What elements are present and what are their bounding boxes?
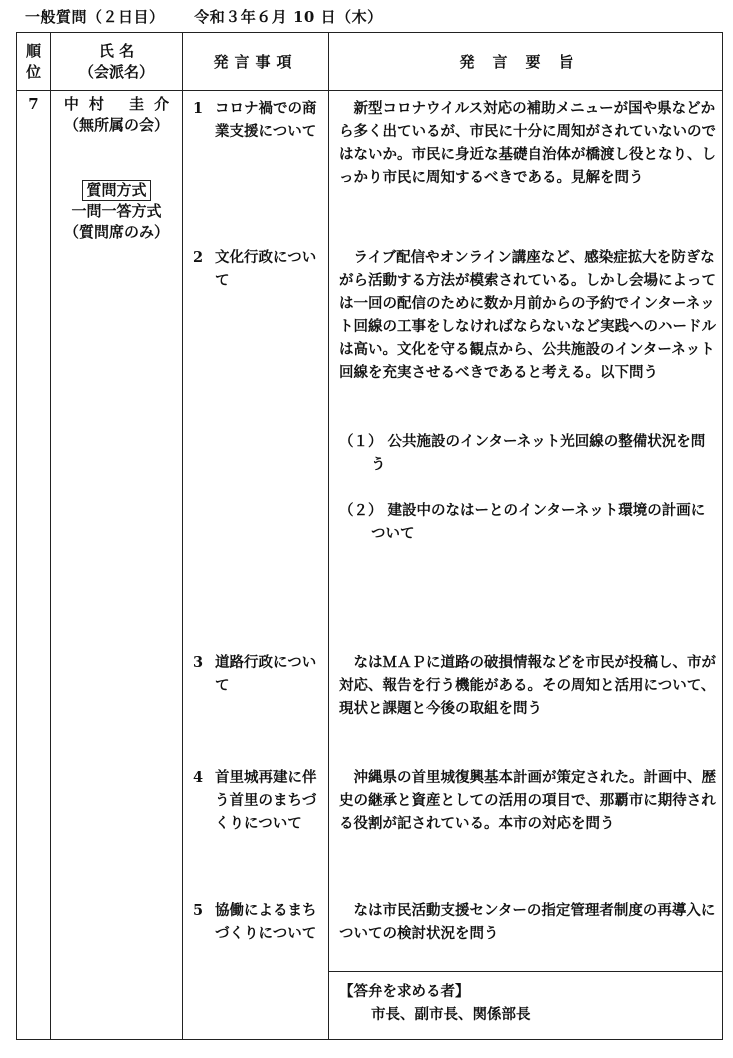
question-table [16,32,723,1040]
table-header-row [17,33,723,91]
question-method-label: 質問方式 [82,180,150,201]
answer-label: 【答弁を求める者】 [339,983,470,1000]
column-header-rank [17,33,51,91]
answer-persons: 市長、副市長、関係部長 [371,1006,531,1023]
column-header-rank-line2: 位 [25,62,41,81]
topic-item [193,97,324,143]
topic-number: 1 [193,100,204,117]
topic-number: 3 [193,654,204,671]
topic-title: コロナ禍での商業支援について [215,100,317,140]
topic-title: 道路行政について [215,654,317,694]
member-cell [51,91,183,1040]
topic-number: 5 [193,902,204,919]
topic-item [193,651,324,697]
page-header [25,6,383,27]
question-method-note: （質問席のみ） [63,223,169,241]
sub-question: （１） 公共施設のインターネット光回線の整備状況を問う [339,433,706,473]
summary-cell [329,91,723,972]
topic-item [193,246,324,292]
topic-title: 協働によるまちづくりについて [215,902,317,942]
topic-summary: 新型コロナウイルス対応の補助メニューが国や県などから多く出ているが、市民に十分に周知がされていないのではないか。市民に身近な基礎自治体が橋渡し役となり、しっかり市民に周知するべきである。見解を問う [339,100,716,186]
topic-title: 文化行政について [215,249,317,289]
member-name: 中村 圭介 [63,95,180,113]
topic-title: 首里城再建に伴う首里のまちづくりについて [215,769,317,832]
topic-number: 2 [193,249,204,266]
answer-cell [329,972,723,1040]
topic-summary: 沖縄県の首里城復興基本計画が策定された。計画中、歴史の継承と資産としての活用の項目で、那覇市に期待される役割が記されている。本市の対応を問う [339,769,716,832]
session-date: 令和３年６月 10 日（木） [194,8,383,26]
rank-cell: 7 [17,91,51,1040]
topic-item [193,899,324,945]
column-header-name [51,33,183,91]
member-party: （無所属の会） [63,116,169,134]
topic-item [193,766,324,835]
column-header-topic: 発言事項 [183,33,329,91]
topic-number: 4 [193,769,204,786]
question-method: 一問一答方式 [71,202,162,220]
topics-cell [183,91,329,1040]
column-header-rank-line1: 順 [25,41,41,60]
sub-question: （２） 建設中のなはーとのインターネット環境の計画について [339,502,706,542]
column-header-name-line2: （会派名） [78,62,154,81]
column-header-name-line1: 氏 名 [98,41,135,60]
topic-summary: なはＭＡＰに道路の破損情報などを市民が投稿し、市が対応、報告を行う機能がある。その周知と活用について、現状と課題と今後の取組を問う [339,654,716,717]
column-header-summary: 発言要旨 [329,33,723,91]
topic-summary: ライブ配信やオンライン講座など、感染症拡大を防ぎながら活動する方法が模索されている。しかし会場によっては一回の配信のために数か月前からの予約でインターネット回線の工事をしなければならないなど実践へのハードルは高い。文化を守る観点から、公共施設のインターネット回線を充実させるべきであると考える。以下問う [339,249,716,381]
table-row [17,91,723,972]
topic-summary: なは市民活動支援センターの指定管理者制度の再導入についての検討状況を問う [339,902,716,942]
page-title: 一般質問（２日目） [25,8,165,26]
